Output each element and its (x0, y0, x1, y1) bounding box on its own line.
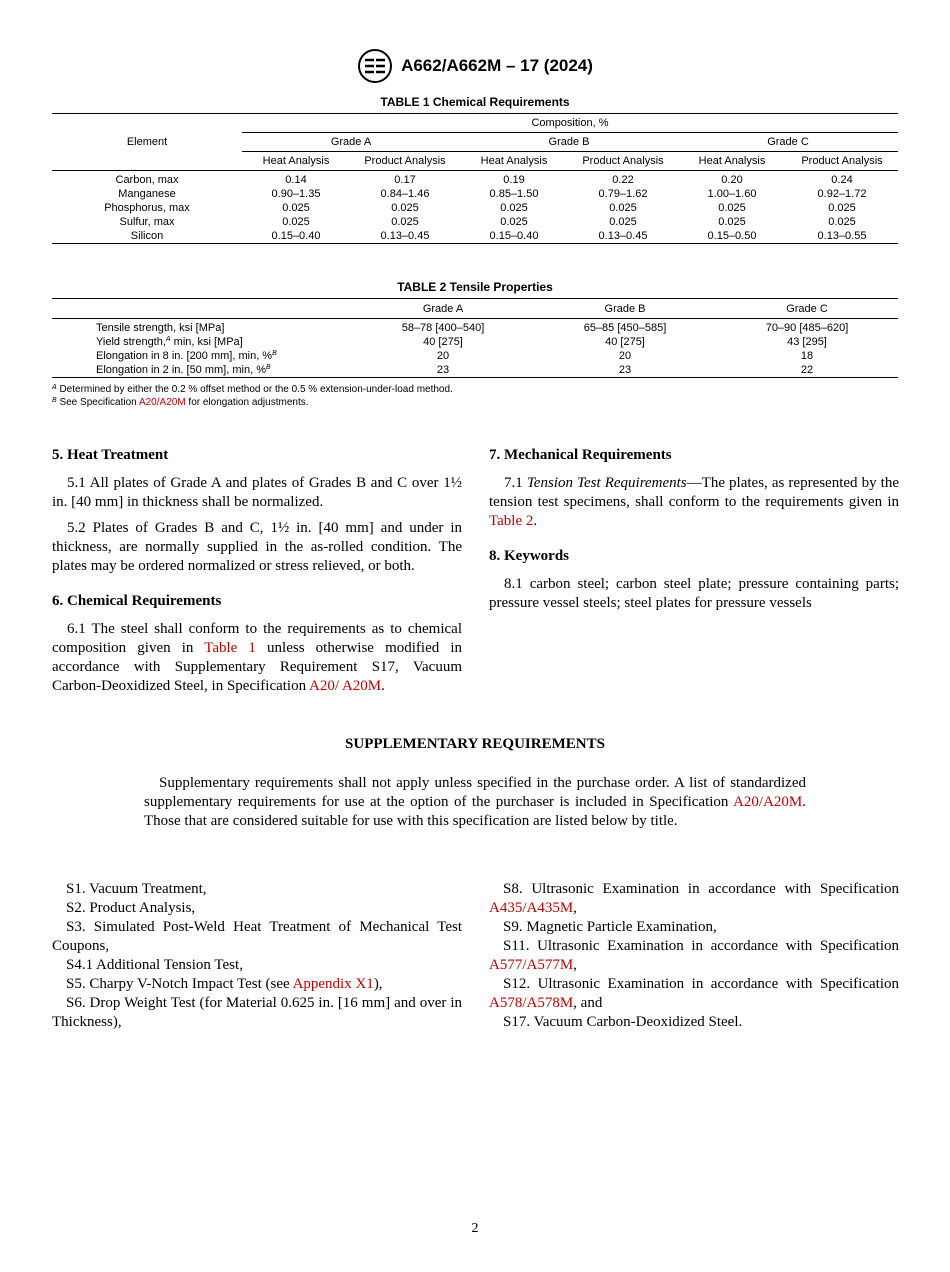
table-row (52, 363, 898, 378)
table2-grade-header: Grade B (534, 299, 716, 319)
table-cell: 0.15–0.50 (678, 229, 786, 244)
list-item: S1. Vacuum Treatment, (66, 881, 207, 897)
right-column (489, 446, 899, 620)
table-row (52, 349, 898, 363)
a20-link[interactable]: A20/A20M (138, 397, 186, 408)
table-cell: 70–90 [485–620] (765, 322, 849, 334)
table2-link[interactable]: Table 2 (489, 513, 534, 529)
table2-title: TABLE 2 Tensile Properties (397, 280, 553, 294)
section-heading: 5. Heat Treatment (52, 447, 169, 463)
table-cell: 0.13–0.45 (568, 229, 678, 244)
table1-subheader: Heat Analysis (460, 152, 568, 171)
table-cell: 43 [295] (787, 336, 827, 348)
table1-grade-header: Grade B (460, 133, 678, 152)
table-cell: 58–78 [400–540] (401, 322, 485, 334)
a577-link[interactable]: A577/A577M (489, 957, 574, 973)
table-cell: 0.025 (718, 202, 746, 214)
section-heading: 7. Mechanical Requirements (489, 447, 672, 463)
table-cell: 0.025 (500, 202, 528, 214)
table-row (52, 201, 898, 215)
table-cell: Carbon, max (115, 174, 179, 186)
table-cell: Silicon (52, 229, 242, 244)
table-row (52, 187, 898, 201)
table-cell: 0.14 (285, 174, 307, 186)
a435-link[interactable]: A435/A435M (489, 900, 574, 916)
paragraph-7-1: 7.1 Tension Test Requirements—The plates, as represented by the tension test specimens, shall conform to the requirements given in Table 2. (489, 475, 900, 529)
table-row (52, 229, 898, 244)
table1-subheader: Product Analysis (568, 152, 678, 171)
table-cell: 20 (436, 350, 450, 362)
table-cell: 0.025 (500, 216, 528, 228)
row-label: Elongation in 2 in. [50 mm], min, %$^B$ (52, 363, 352, 378)
table1-element-header: Element (52, 114, 242, 171)
table1-grade-header: Grade A (242, 133, 460, 152)
a20-link[interactable]: A20/ A20M (309, 678, 382, 694)
table1-subheader: Heat Analysis (242, 152, 350, 171)
table1-subheader: Product Analysis (350, 152, 460, 171)
table-cell: 0.13–0.45 (350, 229, 460, 244)
list-item: S8. Ultrasonic Examination in accordance with Specification A435/A435M, (489, 881, 899, 916)
table-cell: 0.79–1.62 (598, 188, 648, 200)
table-cell: Manganese (118, 188, 176, 200)
table1-subheader: Heat Analysis (678, 152, 786, 171)
list-item: S4.1 Additional Tension Test, (66, 957, 243, 973)
chemical-requirements-table (52, 113, 898, 244)
table-cell: 22 (716, 363, 898, 378)
a578-link[interactable]: A578/A578M (489, 995, 574, 1011)
table-row (52, 319, 898, 336)
section-heading: 8. Keywords (489, 548, 569, 564)
table-cell: 18 (800, 350, 814, 362)
table-cell: 40 [275] (423, 336, 463, 348)
table-cell: 0.025 (391, 216, 419, 228)
list-item: S17. Vacuum Carbon-Deoxidized Steel. (503, 1014, 743, 1030)
table1-link[interactable]: Table 1 (204, 640, 256, 656)
table-cell: 0.15–0.40 (460, 229, 568, 244)
paragraph-5-2: 5.2 Plates of Grades B and C, 1½ in. [40 mm] and under in thickness, are normally supplied in the as-rolled condition. The plates may be ordered normalized or stress relieved, or both. (52, 520, 462, 574)
table-cell: 0.84–1.46 (380, 188, 430, 200)
list-item: S9. Magnetic Particle Examination, (503, 919, 717, 935)
list-item: S11. Ultrasonic Examination in accordance with Specification A577/A577M, (489, 938, 899, 973)
table-cell: 0.025 (828, 202, 856, 214)
table2-blank-header (52, 299, 352, 319)
table-cell: 0.24 (831, 174, 853, 186)
table-cell: 0.025 (282, 202, 310, 214)
supplementary-list-left (52, 880, 462, 1032)
table-cell: Phosphorus, max (104, 202, 190, 214)
table-cell: 65–85 [450–585] (583, 322, 667, 334)
table-cell: 0.025 (282, 216, 310, 228)
table-cell: 0.85–1.50 (489, 188, 539, 200)
table-row (52, 171, 898, 188)
footnote-b: $^B$ See Specification A20/A20M for elongation adjustments. (52, 397, 309, 408)
table-cell: 0.22 (612, 174, 634, 186)
table1-composition-header: Composition, % (242, 114, 898, 133)
table1-title: TABLE 1 Chemical Requirements (380, 95, 570, 109)
list-item: S5. Charpy V-Notch Impact Test (see Appendix X1), (66, 976, 383, 992)
table-cell: 0.13–0.55 (786, 229, 898, 244)
supplementary-heading: SUPPLEMENTARY REQUIREMENTS (345, 736, 605, 752)
a20-link[interactable]: A20/A20M (733, 794, 803, 810)
paragraph-6-1: 6.1 The steel shall conform to the requirements as to chemical composition given in Table 1 unless otherwise modified in accordance with Supplementary Requirement S17, Vacuum Carbon-Deoxidized Steel, in Specification A20/ A20M. (52, 621, 463, 694)
astm-logo-icon (357, 48, 393, 84)
table-cell: 0.15–0.40 (242, 229, 350, 244)
table-cell: 0.025 (609, 216, 637, 228)
page-header (0, 48, 950, 89)
footnote-a: $^A$ Determined by either the 0.2 % offset method or the 0.5 % extension-under-load method. (52, 384, 453, 395)
supplementary-intro: Supplementary requirements shall not apply unless specified in the purchase order. A list of standardized supplementary requirements for use at the option of the purchaser is included in Specification A20/A20M. Those that are considered suitable for use with this specification are listed below by title. (144, 775, 806, 829)
appendix-x1-link[interactable]: Appendix X1 (292, 976, 374, 992)
table-cell: 0.20 (721, 174, 743, 186)
table-cell: 40 [275] (605, 336, 645, 348)
list-item: S3. Simulated Post-Weld Heat Treatment of Mechanical Test Coupons, (52, 919, 462, 954)
table-cell: 0.90–1.35 (271, 188, 321, 200)
table2-footnotes (52, 383, 453, 409)
table-cell: 0.025 (828, 216, 856, 228)
list-item: S2. Product Analysis, (66, 900, 196, 916)
table-cell: 0.92–1.72 (817, 188, 867, 200)
document-designation: A662/A662M – 17 (2024) (401, 56, 593, 75)
table2-grade-header: Grade C (716, 299, 898, 319)
row-label: Elongation in 8 in. [200 mm], min, %$^B$ (96, 350, 277, 362)
left-column (52, 446, 462, 703)
table-cell: 0.025 (609, 202, 637, 214)
table-cell: 20 (618, 350, 632, 362)
footnote-ref: B (265, 364, 271, 371)
table-row (52, 215, 898, 229)
list-item: S12. Ultrasonic Examination in accordance with Specification A578/A578M, and (489, 976, 899, 1011)
paragraph-5-1: 5.1 All plates of Grade A and plates of Grades B and C over 1½ in. [40 mm] in thickness shall be normalized. (52, 475, 462, 510)
row-label: Yield strength,$^A$ min, ksi [MPa] (96, 336, 243, 348)
footnote-ref: B (272, 350, 277, 357)
table-cell: Sulfur, max (119, 216, 175, 228)
paragraph-8-1: 8.1 carbon steel; carbon steel plate; pressure containing parts; pressure vessel steels; steel plates for pressure vessels (489, 576, 899, 611)
page-number: 2 (471, 1221, 479, 1236)
table-cell: 0.19 (503, 174, 525, 186)
table-cell: 0.025 (391, 202, 419, 214)
footnote-ref: A (165, 336, 171, 343)
table-cell: 23 (534, 363, 716, 378)
table-cell: 0.17 (394, 174, 416, 186)
table-cell: 23 (352, 363, 534, 378)
table-cell: 0.025 (718, 216, 746, 228)
table1-subheader: Product Analysis (786, 152, 898, 171)
list-item: S6. Drop Weight Test (for Material 0.625 in. [16 mm] and over in Thickness), (52, 995, 462, 1030)
section-heading: 6. Chemical Requirements (52, 593, 222, 609)
row-label: Tensile strength, ksi [MPa] (96, 322, 225, 334)
tensile-properties-table (52, 298, 898, 378)
table-row (52, 335, 898, 349)
supplementary-list-right (489, 880, 899, 1032)
table2-grade-header: Grade A (352, 299, 534, 319)
table-cell: 1.00–1.60 (707, 188, 757, 200)
table1-grade-header: Grade C (678, 133, 898, 152)
